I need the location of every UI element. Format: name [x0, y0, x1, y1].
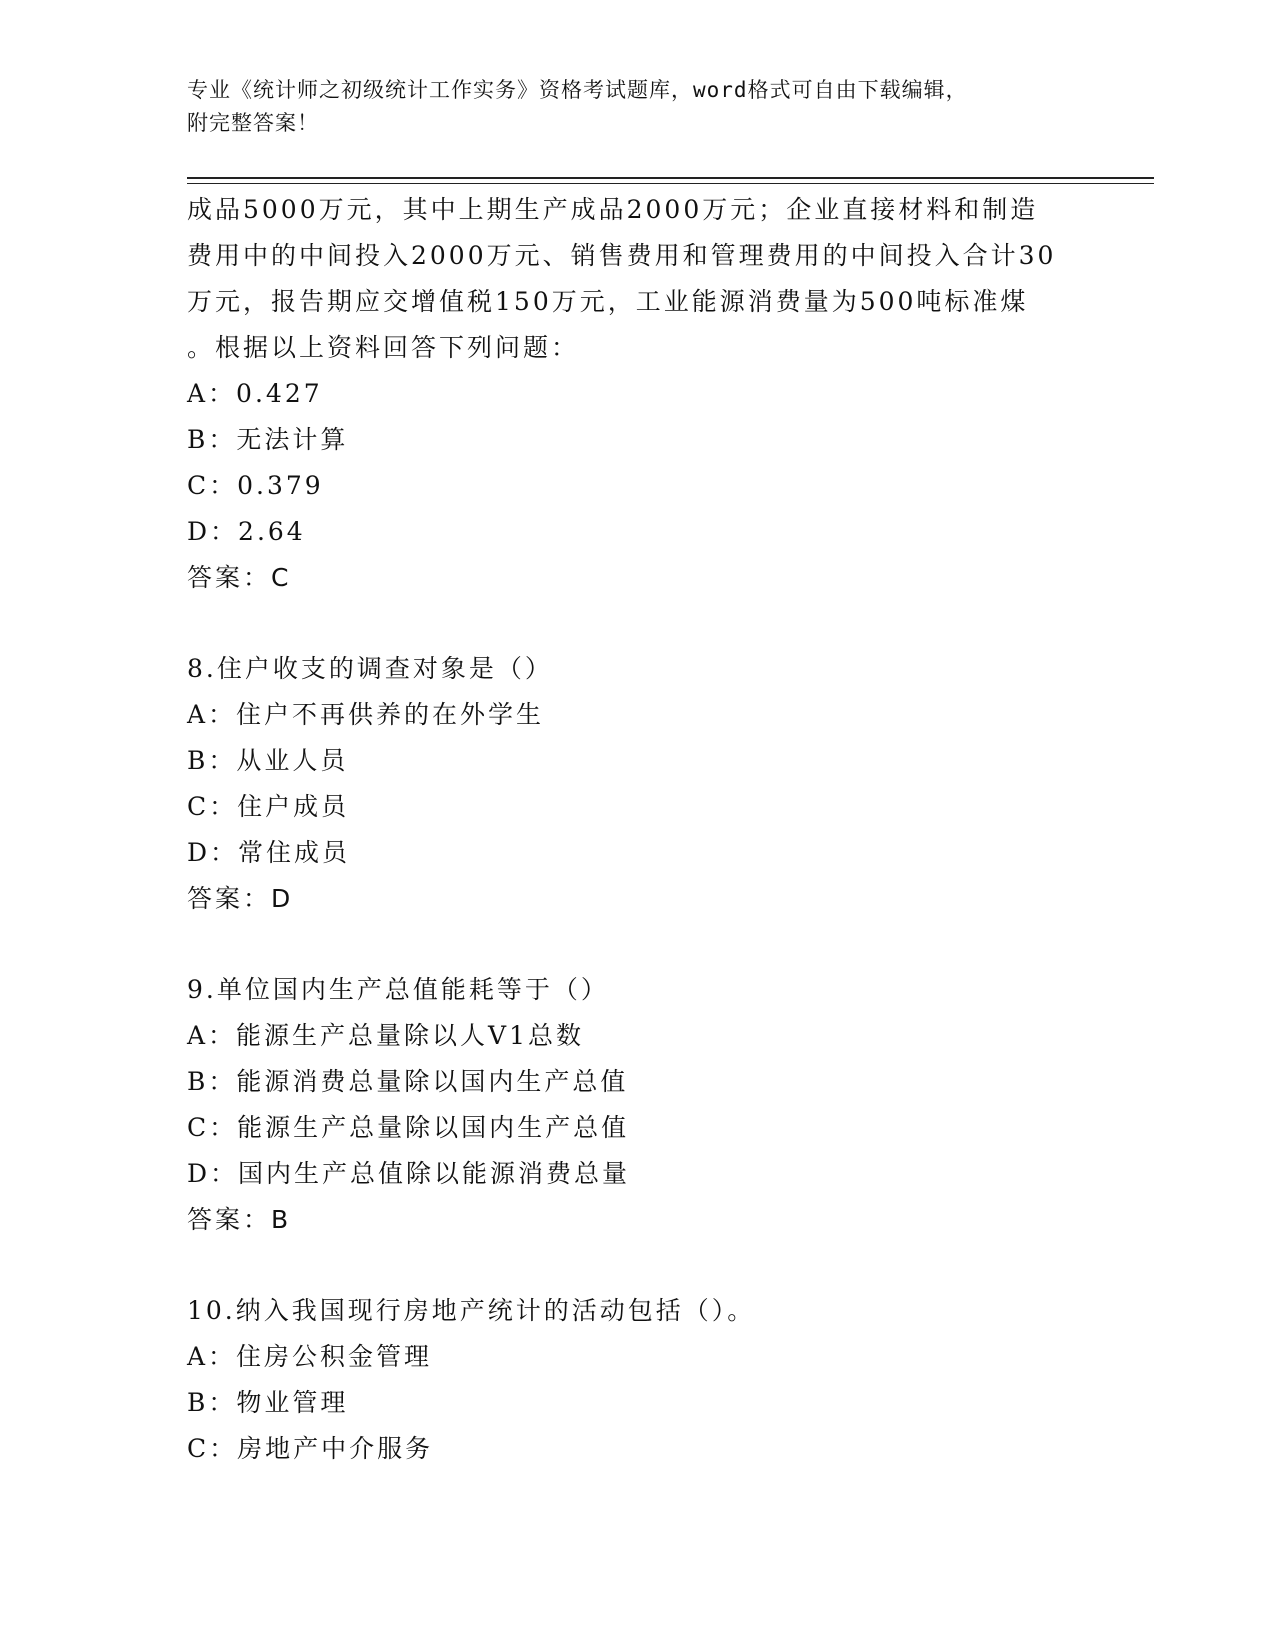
option-a: A：0.427: [187, 379, 323, 408]
document-body: [187, 187, 1117, 1472]
header-divider-thick: [187, 177, 1154, 179]
spacer: [187, 601, 1117, 646]
question-text-line: 。根据以上资料回答下列问题：: [187, 333, 580, 362]
question-text: 9.单位国内生产总值能耗等于（）: [187, 975, 609, 1004]
document-header: [187, 74, 1087, 140]
option-c: C：房地产中介服务: [187, 1434, 434, 1463]
option-d: D：国内生产总值除以能源消费总量: [187, 1159, 631, 1188]
question-text-line: 成品5000万元，其中上期生产成品2000万元；企业直接材料和制造: [187, 195, 1039, 224]
option-b: B：物业管理: [187, 1388, 349, 1417]
option-b: B：无法计算: [187, 425, 349, 454]
option-a: A：能源生产总量除以人V1总数: [187, 1021, 585, 1050]
option-a: A：住户不再供养的在外学生: [187, 700, 545, 729]
header-divider-thin: [187, 183, 1154, 184]
spacer: [187, 922, 1117, 967]
option-d: D：常住成员: [187, 838, 351, 867]
question-8: [187, 646, 1117, 922]
answer: 答案：B: [187, 1205, 292, 1234]
question-10: [187, 1288, 1117, 1472]
question-text: 10.纳入我国现行房地产统计的活动包括（）。: [187, 1296, 756, 1325]
option-c: C：住户成员: [187, 792, 350, 821]
answer: 答案：D: [187, 884, 294, 913]
header-line-1: 专业《统计师之初级统计工作实务》资格考试题库，word格式可自由下载编辑，: [187, 78, 968, 102]
option-d: D：2.64: [187, 517, 306, 546]
option-b: B：能源消费总量除以国内生产总值: [187, 1067, 629, 1096]
question-text-line: 万元，报告期应交增值税150万元，工业能源消费量为500吨标准煤: [187, 287, 1029, 316]
question-text-line: 费用中的中间投入2000万元、销售费用和管理费用的中间投入合计30: [187, 241, 1057, 270]
question-7-continued: [187, 187, 1117, 601]
option-b: B：从业人员: [187, 746, 349, 775]
spacer: [187, 1243, 1117, 1288]
option-c: C：0.379: [187, 471, 324, 500]
option-a: A：住房公积金管理: [187, 1342, 433, 1371]
question-text: 8.住户收支的调查对象是（）: [187, 654, 553, 683]
option-c: C：能源生产总量除以国内生产总值: [187, 1113, 630, 1142]
question-9: [187, 967, 1117, 1243]
header-line-2: 附完整答案！: [187, 111, 319, 135]
answer: 答案：C: [187, 563, 292, 592]
